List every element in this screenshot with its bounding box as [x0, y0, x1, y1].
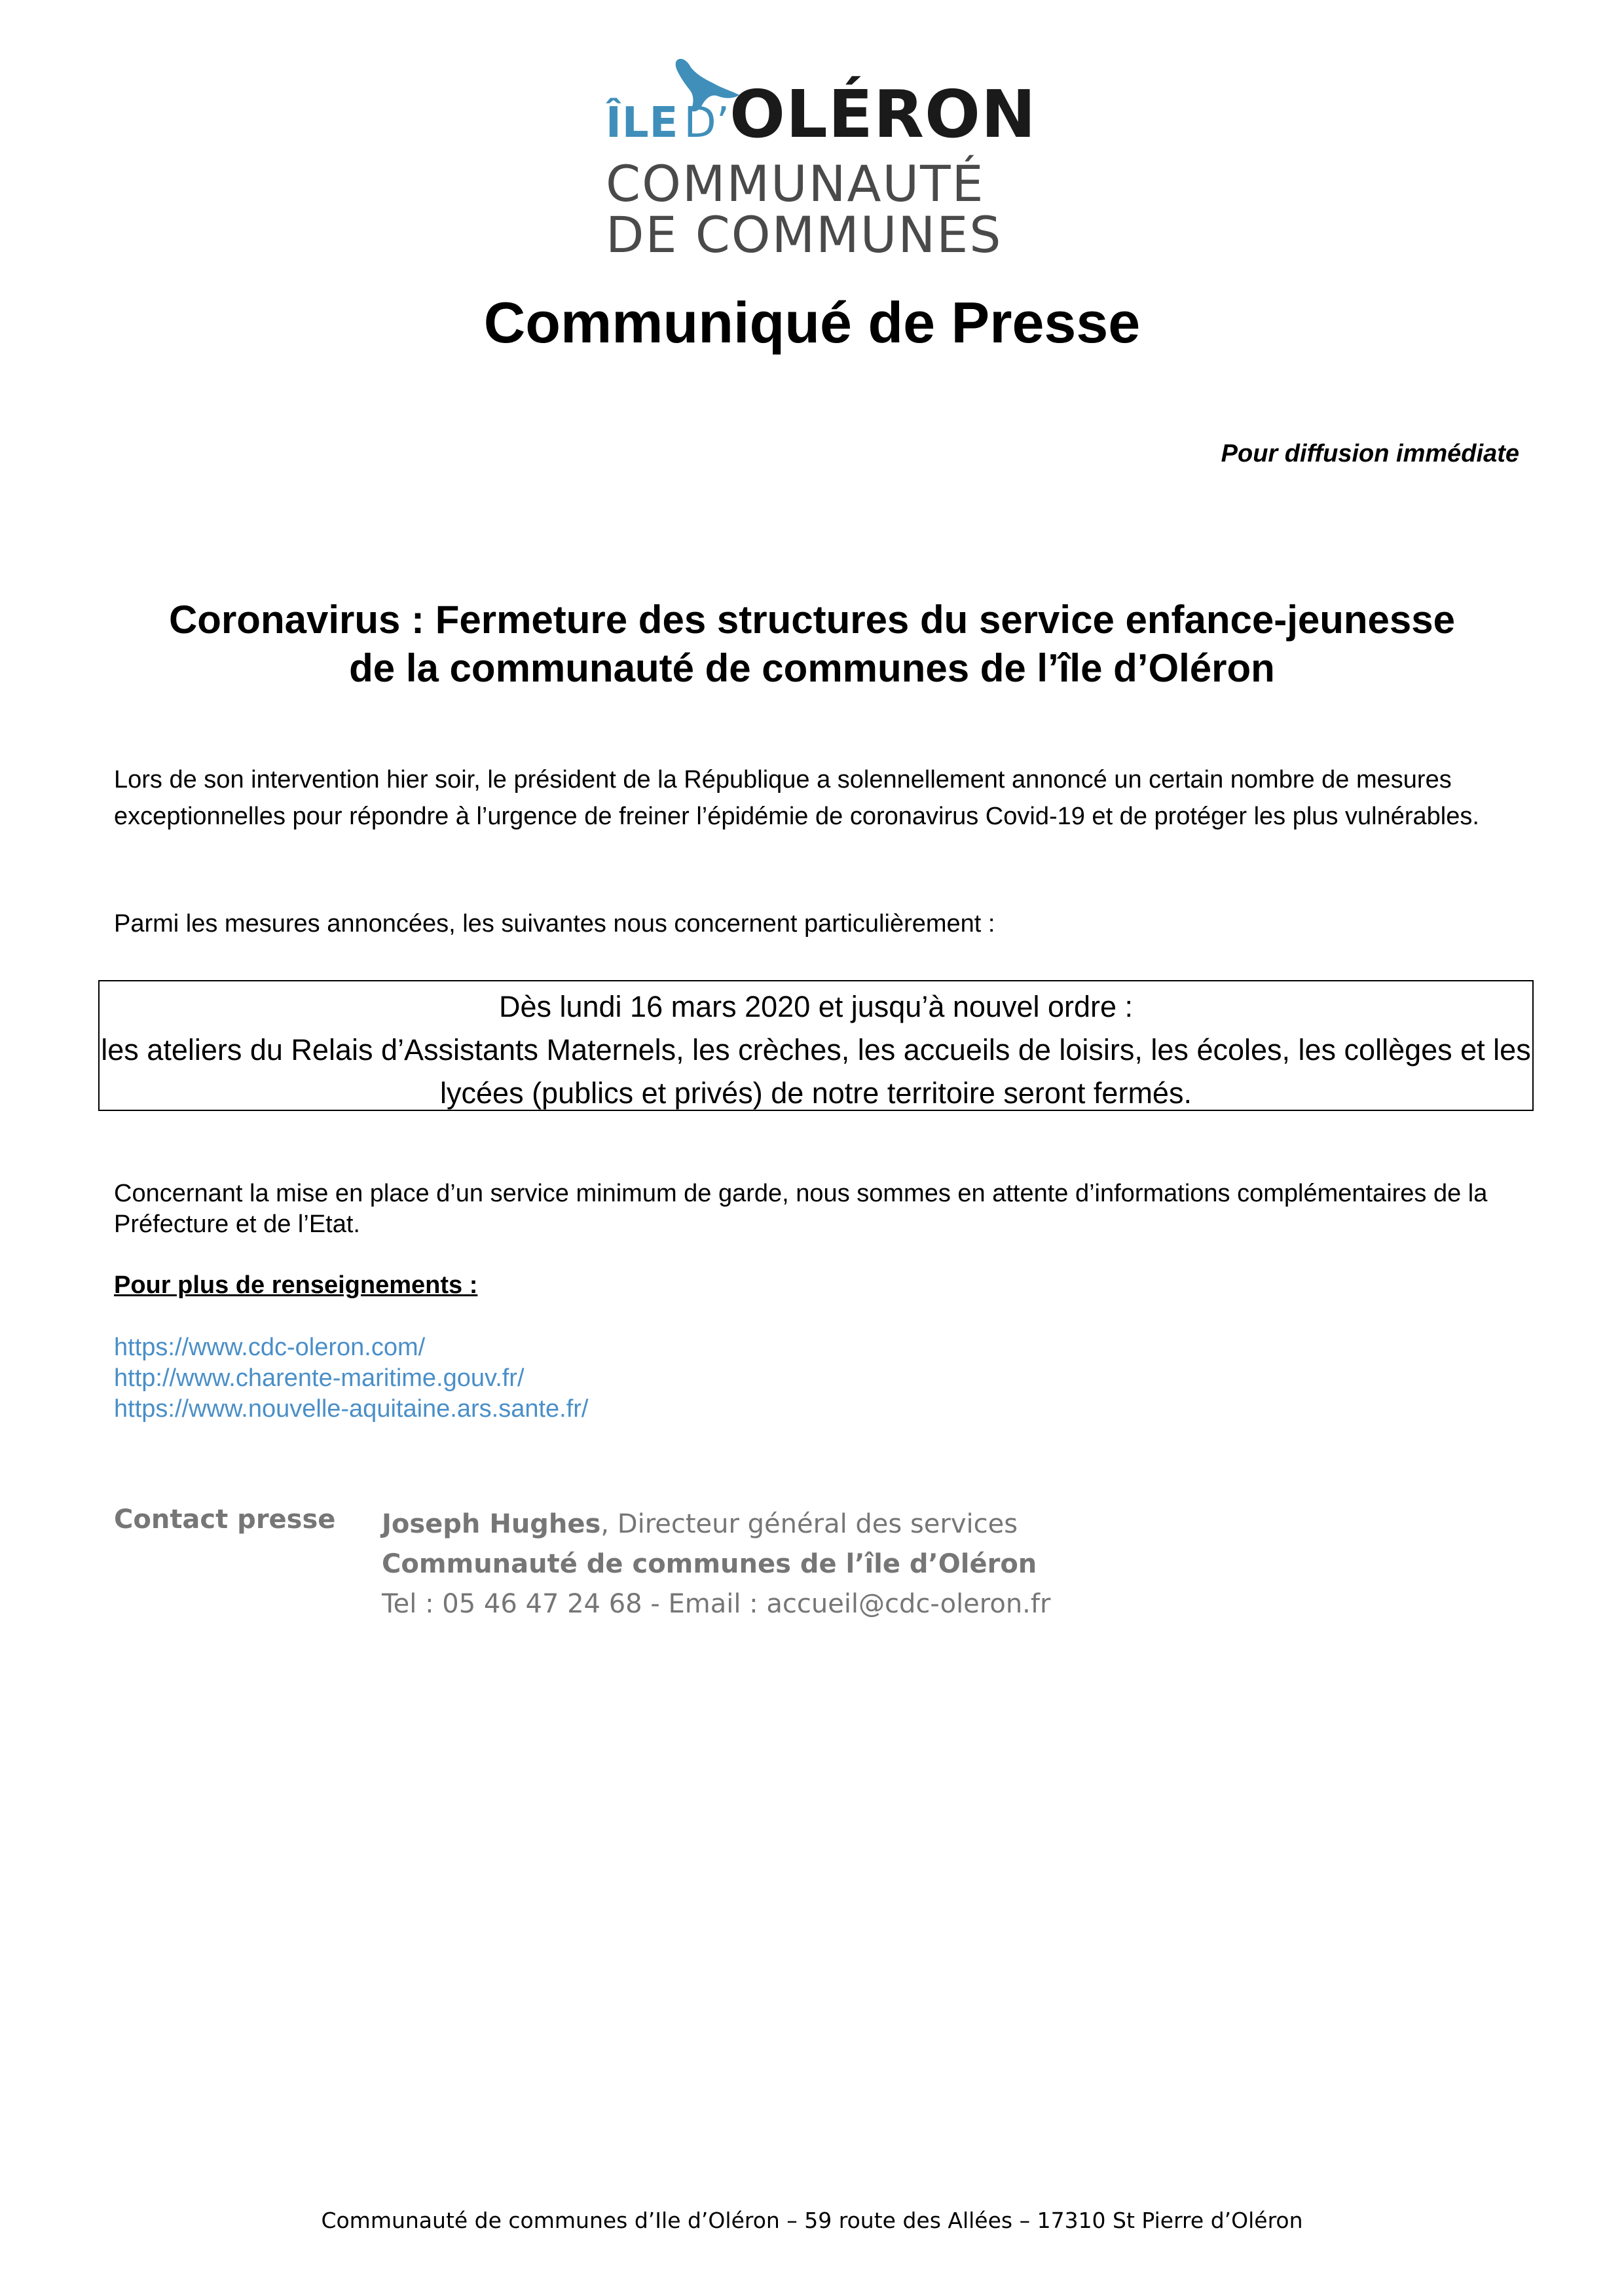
- contact-role: , Directeur général des services: [600, 1509, 1018, 1539]
- contact-label: Contact presse: [114, 1504, 336, 1535]
- closure-date-line: Dès lundi 16 mars 2020 et jusqu’à nouvel ordre :: [498, 990, 1134, 1023]
- logo-ile-text: ÎLE: [606, 99, 679, 147]
- contact-organization: Communauté de communes de l’île d’Oléron: [382, 1549, 1037, 1579]
- measures-intro-paragraph: Parmi les mesures annoncées, les suivantes nous concernent particulièrement :: [114, 910, 995, 938]
- logo-communaute-text: COMMUNAUTÉ: [606, 155, 985, 213]
- page-title: Communiqué de Presse: [483, 290, 1141, 355]
- diffusion-note: Pour diffusion immédiate: [1221, 440, 1519, 467]
- contact-details: [382, 1504, 1050, 1624]
- intro-paragraph: Lors de son intervention hier soir, le président de la République a solennellement annoncé un certain nombre de mesures exceptionnelles pour répondre à l’urgence de freiner l’épidémie de coronavirus Covid-19 et de protéger les plus vulnérables.: [114, 766, 1479, 830]
- logo-d-text: D’: [684, 99, 729, 147]
- more-info-heading: Pour plus de renseignements :: [114, 1271, 478, 1299]
- press-headline: Coronavirus : Fermeture des structures du service enfance-jeunesse de la communauté de communes de l’île d’Oléron: [168, 598, 1456, 690]
- contact-name: Joseph Hughes: [382, 1509, 601, 1539]
- closure-announcement-box: [98, 980, 1534, 1111]
- page-footer-address: Communauté de communes d’Ile d’Oléron – 59 route des Allées – 17310 St Pierre d’Oléron: [321, 2208, 1303, 2233]
- link-charente-maritime[interactable]: http://www.charente-maritime.gouv.fr/: [114, 1364, 525, 1392]
- link-ars-nouvelle-aquitaine[interactable]: https://www.nouvelle-aquitaine.ars.sante.fr/: [114, 1395, 589, 1423]
- logo-oleron-text: OLÉRON: [729, 76, 1037, 153]
- contact-phone-email: Tel : 05 46 47 24 68 - Email : accueil@cdc-oleron.fr: [382, 1589, 1051, 1619]
- closure-details-line: les ateliers du Relais d’Assistants Maternels, les crèches, les accueils de loisirs, les écoles, les collèges et les lycées (publics et privés) de notre territoire seront fermés.: [101, 1033, 1531, 1110]
- link-cdc-oleron[interactable]: https://www.cdc-oleron.com/: [114, 1334, 426, 1361]
- info-links-list: [114, 1332, 589, 1425]
- logo-de-communes-text: DE COMMUNES: [606, 206, 1003, 264]
- childcare-paragraph: Concernant la mise en place d’un service minimum de garde, nous sommes en attente d’informations complémentaires de la Préfecture et de l’Etat.: [114, 1180, 1488, 1238]
- organization-logo: [606, 56, 1037, 264]
